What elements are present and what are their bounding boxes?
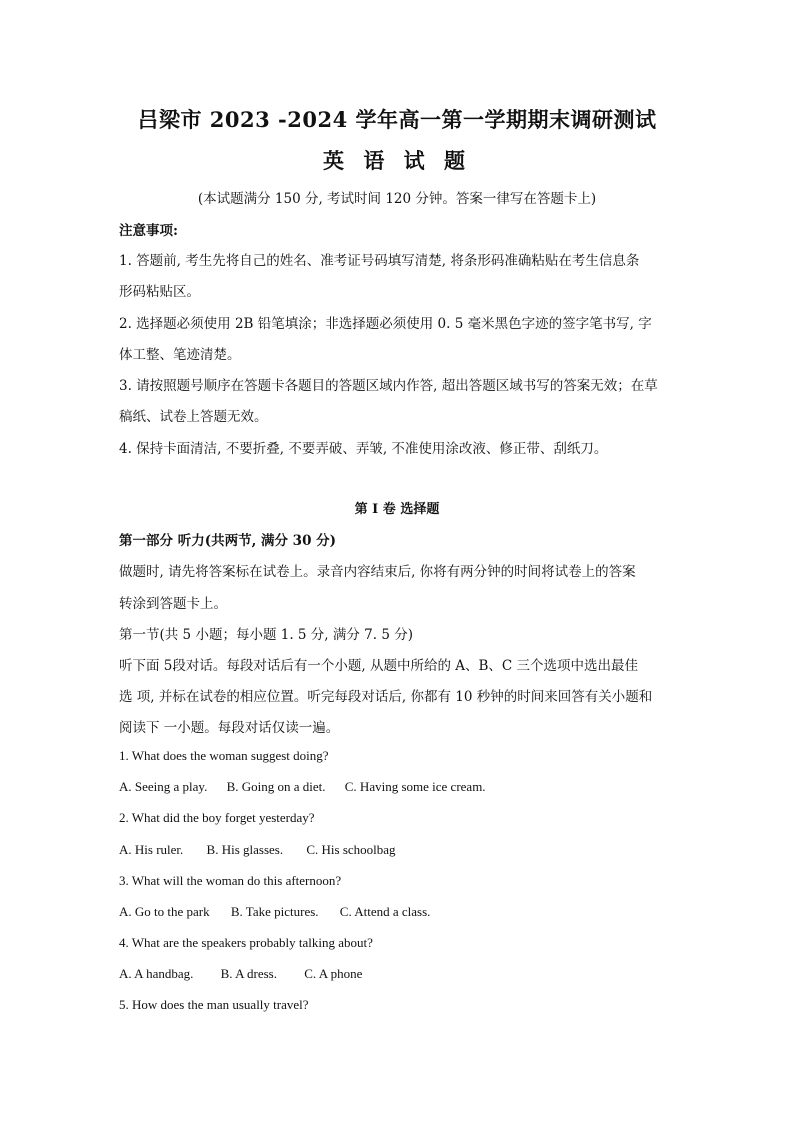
- question-text: 2. What did the boy forget yesterday?: [119, 810, 315, 825]
- option-a: A. Seeing a play.: [119, 779, 208, 794]
- part-intro-line: 转涂到答题卡上。: [119, 596, 227, 612]
- notice-heading: 注意事项:: [119, 223, 178, 239]
- question-text: 3. What will the woman do this afternoon?: [119, 873, 342, 888]
- question-text: 5. How does the man usually travel?: [119, 997, 309, 1012]
- subject-title: 英 语 试 题: [323, 148, 471, 173]
- option-c: C. His schoolbag: [306, 842, 396, 857]
- question-text: 4. What are the speakers probably talking about?: [119, 935, 373, 950]
- option-c: C. Attend a class.: [339, 904, 431, 919]
- notice-line: 4. 保持卡面清洁, 不要折叠, 不要弄破、弄皱, 不准使用涂改液、修正带、刮纸刀。: [119, 441, 608, 457]
- question-options: [119, 779, 679, 795]
- sub-intro-line: 阅读下 一小题。每段对话仅读一遍。: [119, 720, 340, 736]
- part-title: 第一部分 听力(共两节, 满分 30 分): [119, 533, 337, 549]
- option-c: C. Having some ice cream.: [344, 779, 486, 794]
- exam-note: (本试题满分 150 分, 考试时间 120 分钟。答案一律写在答题卡上): [197, 191, 597, 207]
- notice-line: 1. 答题前, 考生先将自己的姓名、准考证号码填写清楚, 将条形码准确粘贴在考生信息条: [119, 253, 640, 269]
- part-intro-line: 做题时, 请先将答案标在试卷上。录音内容结束后, 你将有两分钟的时间将试卷上的答案: [119, 564, 636, 580]
- option-a: A. His ruler.: [119, 842, 184, 857]
- notice-line: 稿纸、试卷上答题无效。: [119, 409, 268, 425]
- option-a: A. A handbag.: [119, 966, 194, 981]
- option-b: B. A dress.: [220, 966, 277, 981]
- option-b: B. Going on a diet.: [226, 779, 326, 794]
- notice-line: 2. 选择题必须使用 2B 铅笔填涂；非选择题必须使用 0. 5 毫米黑色字迹的签字笔书写, 字: [119, 316, 652, 332]
- option-b: B. Take pictures.: [230, 904, 319, 919]
- volume-title: 第 I 卷 选择题: [354, 502, 440, 517]
- option-b: B. His glasses.: [206, 842, 284, 857]
- question-options: [119, 966, 679, 982]
- sub-intro-line: 选 项, 并标在试卷的相应位置。听完每段对话后, 你都有 10 秒钟的时间来回答有关小题和: [119, 689, 653, 705]
- notice-line: 体工整、笔迹清楚。: [119, 347, 241, 363]
- question-text: 1. What does the woman suggest doing?: [119, 748, 329, 763]
- question-options: [119, 842, 679, 858]
- notice-line: 形码粘贴区。: [119, 284, 200, 300]
- sub-section-title: 第一节(共 5 小题；每小题 1. 5 分, 满分 7. 5 分): [119, 627, 413, 643]
- exam-title: 吕梁市 2023 -2024 学年高一第一学期期末调研测试: [137, 107, 657, 132]
- question-options: [119, 904, 679, 920]
- notice-line: 3. 请按照题号顺序在答题卡各题目的答题区域内作答, 超出答题区域书写的答案无效；在草: [119, 378, 658, 394]
- option-a: A. Go to the park: [119, 904, 210, 919]
- option-c: C. A phone: [304, 966, 363, 981]
- sub-intro-line: 听下面 5段对话。每段对话后有一个小题, 从题中所给的 A、B、C 三个选项中选出最佳: [119, 658, 639, 674]
